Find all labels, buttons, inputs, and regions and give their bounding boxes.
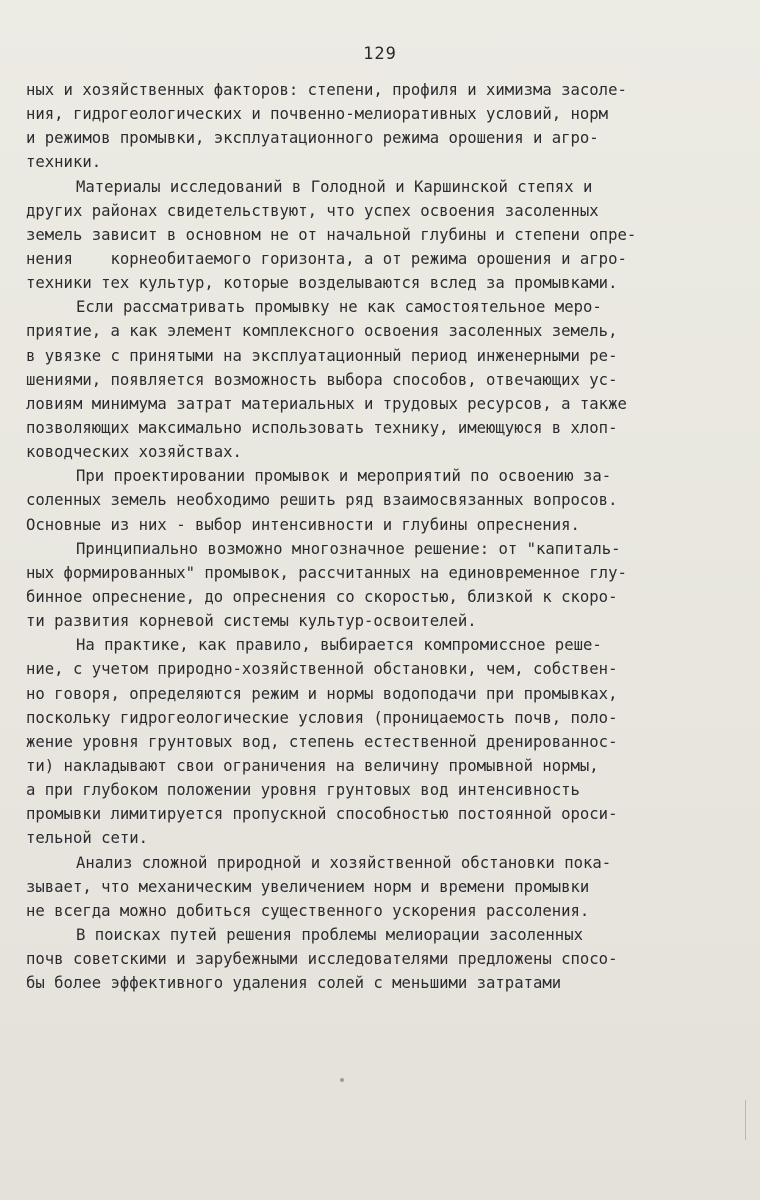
- text-line: позволяющих максимально использовать технику, имеющуюся в хлоп-: [26, 418, 618, 437]
- text-line: промывки лимитируется пропускной способностью постоянной ороси-: [26, 805, 618, 824]
- text-line: бинное опреснение, до опреснения со скоростью, близкой к скоро-: [26, 587, 618, 606]
- margin-mark: [745, 1100, 746, 1140]
- text-line: других районах свидетельствуют, что успех освоения засоленных: [26, 201, 599, 220]
- text-line: бы более эффективного удаления солей с меньшими затратами: [26, 974, 562, 993]
- text-line: Если рассматривать промывку не как самостоятельное меро-: [76, 298, 602, 317]
- text-line: ных и хозяйственных факторов: степени, профиля и химизма засоле-: [26, 81, 627, 99]
- text-line: ния, гидрогеологических и почвенно-мелиоративных условий, норм: [26, 105, 609, 124]
- text-line: В поисках путей решения проблемы мелиорации засоленных: [76, 925, 583, 944]
- text-line: зывает, что механическим увеличением норм и времени промывки: [26, 877, 590, 896]
- text-line: соленных земель необходимо решить ряд взаимосвязанных вопросов.: [26, 491, 618, 510]
- text-line: не всегда можно добиться существенного ускорения рассоления.: [26, 901, 590, 920]
- text-line: почв советскими и зарубежными исследователями предложены спосо-: [26, 950, 618, 969]
- text-line: Основные из них - выбор интенсивности и глубины опреснения.: [26, 515, 580, 534]
- text-line: На практике, как правило, выбирается компромиссное реше-: [76, 636, 602, 655]
- text-line: а при глубоком положении уровня грунтовых вод интенсивность: [26, 781, 580, 800]
- text-line: ловиям минимума затрат материальных и трудовых ресурсов, а также: [26, 394, 627, 413]
- text-line: поскольку гидрогеологические условия (проницаемость почв, поло-: [26, 708, 618, 727]
- text-line: и режимов промывки, эксплуатационного режима орошения и агро-: [26, 129, 599, 148]
- text-line: ти развития корневой системы культур-освоителей.: [26, 612, 477, 631]
- text-line: жение уровня грунтовых вод, степень естественной дренированнос-: [26, 732, 618, 751]
- text-line: приятие, а как элемент комплексного освоения засоленных земель,: [26, 322, 618, 341]
- text-line: тельной сети.: [26, 829, 149, 848]
- paper-speck: [340, 1078, 344, 1082]
- text-line: ние, с учетом природно-хозяйственной обстановки, чем, собствен-: [26, 660, 618, 679]
- text-line: в увязке с принятыми на эксплуатационный период инженерными ре-: [26, 346, 618, 365]
- text-line: При проектировании промывок и мероприятий по освоению за-: [76, 467, 612, 486]
- text-line: ных формированных" промывок, рассчитанных на единовременное глу-: [26, 563, 627, 582]
- text-line: Материалы исследований в Голодной и Каршинской степях и: [76, 177, 593, 196]
- text-line: Анализ сложной природной и хозяйственной обстановки пока-: [76, 853, 612, 872]
- text-line: Принципиально возможно многозначное решение: от "капиталь-: [76, 539, 621, 558]
- text-line: но говоря, определяются режим и нормы водоподачи при промывках,: [26, 684, 618, 703]
- text-line: земель зависит в основном не от начальной глубины и степени опре-: [26, 225, 637, 244]
- text-line: нения корнеобитаемого горизонта, а от режима орошения и агро-: [26, 249, 627, 268]
- text-line: техники.: [26, 153, 102, 172]
- text-line: техники тех культур, которые возделываются вслед за промывками.: [26, 274, 618, 293]
- text-line: ководческих хозяйствах.: [26, 443, 242, 462]
- body-text: [26, 78, 726, 995]
- text-line: ти) накладывают свои ограничения на величину промывной нормы,: [26, 756, 599, 775]
- text-line: шениями, появляется возможность выбора способов, отвечающих ус-: [26, 370, 618, 389]
- page-number: 129: [363, 44, 397, 64]
